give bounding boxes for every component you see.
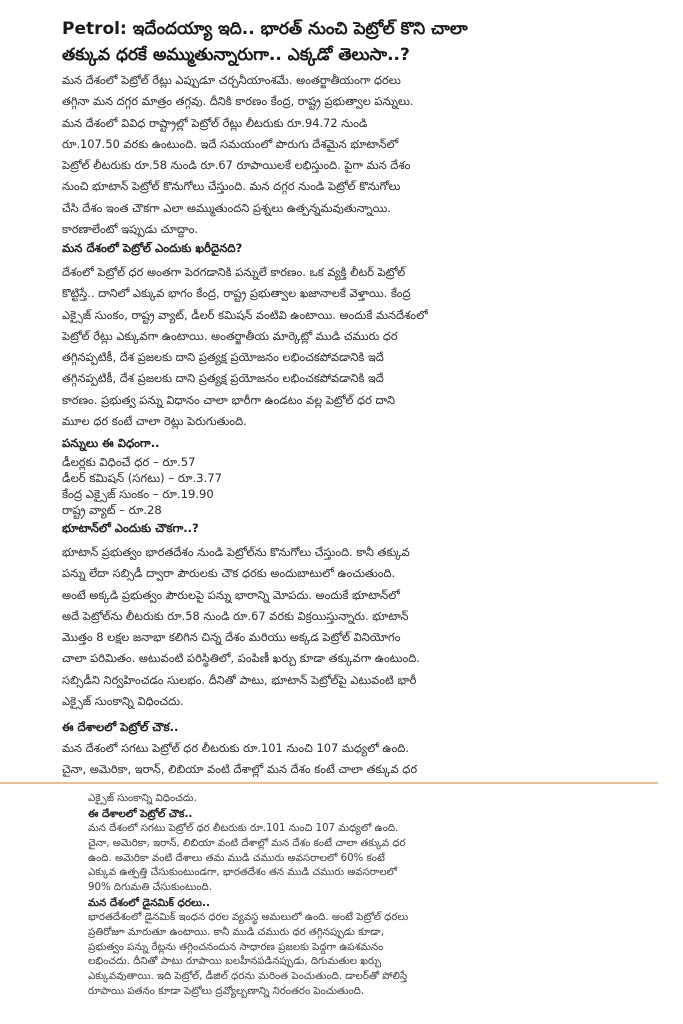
text-line: చైనా, అమెరికా, ఇరాన్, లిబియా వంటి దేశాల్లో మన దేశం కంటే చాలా తక్కువ ధర bbox=[62, 762, 418, 777]
text-line: మూల ధర కంటే చాలా రెట్లు పెరుగుతుంది. bbox=[62, 414, 247, 429]
text-line: తగ్గినా మన దగ్గర మాత్రం తగ్గవు. దీనికి కారణం కేంద్ర, రాష్ట్ర ప్రభుత్వాల పన్నులు. bbox=[62, 94, 414, 109]
text-line: ఎక్సైజ్ సుంకాన్ని విధించదు. bbox=[62, 694, 184, 709]
text-line: నుంచి భూటాన్ పెట్రోల్ కొనుగోలు చేస్తుంది. మన దగ్గర నుండి పెట్రోల్ కొనుగోలు bbox=[62, 179, 401, 194]
text-line: ఎక్సైజ్ సుంకం, రాష్ట్ర వ్యాట్, డీలర్ కమిషన్ వంటివి ఉంటాయి. అందుకే మనదేశంలో bbox=[62, 307, 428, 322]
paragraph-lower-start bbox=[88, 792, 658, 807]
text-line: ప్రభుత్వం పన్ను రేట్లను తగ్గించనందున సాధారణ ప్రజలకు పెద్దగా ఉపశమనం bbox=[88, 941, 384, 953]
text-line: 90% దిగుమతి చేసుకుంటుంది. bbox=[88, 882, 212, 894]
text-line: భూటాన్ ప్రభుత్వం భారతదేశం నుండి పెట్రోల్‌ను కొనుగోలు చేస్తుంది. కానీ తక్కువ bbox=[62, 545, 410, 559]
text-line: రూపాయి పతనం కూడా పెట్రోలు ద్రవ్యోల్బణాన్ని నిరంతరం పెంచుతుంది. bbox=[88, 985, 365, 997]
paragraph-intro bbox=[62, 70, 662, 240]
text-line: మొత్తం 8 లక్షల జనాభా కలిగిన చిన్న దేశం మరియు అక్కడ పెట్రోల్ వినియోగం bbox=[62, 630, 401, 645]
subheading-taxes: పన్నులు ఈ విధంగా.. bbox=[62, 436, 160, 450]
subheading-dynamic-pricing: మన దేశంలో డైనమిక్ ధరలు.. bbox=[88, 897, 210, 909]
text-line: ఉంది. అమెరికా వంటి దేశాలు తమ ముడి చమురు అవసరాలలో 60% కంటే bbox=[88, 852, 385, 864]
text-line: ప్రతిరోజూ మారుతూ ఉంటాయి. కానీ ముడి చమురు ధర తగ్గినప్పుడు కూడా, bbox=[88, 926, 384, 938]
text-line: అదే పెట్రోల్‌ను లీటరుకు రూ.58 నుండి రూ.67 వరకు విక్రయిస్తున్నారు. భూటాన్ bbox=[62, 608, 409, 623]
paragraph-cheap-countries-lower bbox=[88, 822, 658, 896]
text-line: తగ్గినప్పటికీ, దేశ ప్రజలకు దాని ప్రత్యక్ష ప్రయోజనం లభించకపోవడానికి ఇదే bbox=[62, 371, 384, 386]
tax-item: డీలర్ కమిషన్ (సగటు) – రూ.3.77 bbox=[62, 471, 222, 485]
text-line: మన దేశంలో సగటు పెట్రోల్ ధర లీటరుకు రూ.101 నుంచి 107 మధ్యలో ఉంది. bbox=[88, 823, 399, 834]
text-line: ఎక్కువ ఉత్పత్తి చేసుకుంటుండగా, భారతదేశం తన ముడి చమురు అవసరాలలో bbox=[88, 867, 398, 879]
text-line: భారతదేశంలో డైనమిక్ ఇంధన ధరల వ్యవస్థ అమలులో ఉంది. అంటే పెట్రోల్ ధరలు bbox=[88, 912, 409, 923]
text-line: చేసి దేశం ఇంత చౌకగా ఎలా అమ్ముతుందని ప్రశ్నలు ఉత్పన్నమవుతున్నాయి. bbox=[62, 200, 391, 215]
headline-line: తక్కువ ధరకే అమ్ముతున్నారుగా.. ఎక్కడో తెలుసా..? bbox=[62, 45, 410, 65]
text-line: తగ్గినప్పటికీ, దేశ ప్రజలకు దాని ప్రత్యక్ష ప్రయోజనం లభించకపోవడానికి ఇదే bbox=[62, 350, 384, 365]
text-line: చాలా పరిమితం. అటువంటి పరిస్థితిలో, పంపిణీ ఖర్చు కూడా తక్కువగా ఉంటుంది. bbox=[62, 651, 420, 666]
text-line: ఎక్సైజ్ సుంకాన్ని విధించదు. bbox=[88, 793, 197, 804]
paragraph-dynamic-pricing bbox=[88, 911, 658, 1000]
tax-item: రాష్ట్ర వ్యాట్ – రూ.28 bbox=[62, 503, 162, 517]
text-line: రూ.107.50 వరకు ఉంటుంది. ఇదే సమయంలో పొరుగు దేశమైన భూటాన్‌లో bbox=[62, 136, 399, 151]
tax-list bbox=[62, 454, 222, 518]
subheading-cheap-countries-lower: ఈ దేశాలలో పెట్రోల్ చౌక.. bbox=[88, 808, 193, 820]
text-line: కారణాలేంటో ఇప్పుడు చూద్దాం. bbox=[62, 222, 199, 237]
text-line: లభించదు. దీనితో పాటు రూపాయి బలహీనపడినప్పుడు, దిగుమతుల ఖర్చు bbox=[88, 956, 382, 968]
text-line: మన దేశంలో సగటు పెట్రోల్ ధర లీటరుకు రూ.101 నుంచి 107 మధ్యలో ఉంది. bbox=[62, 741, 409, 755]
tax-item: కేంద్ర ఎక్సైజ్ సుంకం – రూ.19.90 bbox=[62, 487, 214, 501]
text-line: ఎక్కువవుతాయి. ఇది పెట్రోల్, డీజిల్ ధరను మరింత పెంచుతుంది. డాలర్‌తో పోలిస్తే bbox=[88, 971, 408, 983]
paragraph-taxes bbox=[62, 262, 662, 432]
text-line: కొట్టిస్తే.. దానిలో ఎక్కువ భాగం కేంద్ర, రాష్ట్ర ప్రభుత్వాల ఖజానాలకే వెళ్తాయి. కేంద్ర bbox=[62, 286, 411, 301]
text-line: మన దేశంలో వివిధ రాష్ట్రాల్లో పెట్రోల్ రేట్లు లీటరుకు రూ.94.72 నుండి bbox=[62, 115, 368, 130]
text-line: పెట్రోల్ లీటరుకు రూ.58 నుండి రూ.67 రూపాయిలకే లభిస్తుంది. పైగా మన దేశం bbox=[62, 158, 411, 173]
paragraph-bhutan bbox=[62, 542, 662, 712]
text-line: చైనా, అమెరికా, ఇరాన్, లిబియా వంటి దేశాల్లో మన దేశం కంటే చాలా తక్కువ ధర bbox=[88, 837, 406, 849]
article-lower-page bbox=[0, 784, 683, 1024]
tax-item: డీలర్లకు విధించే ధర – రూ.57 bbox=[62, 455, 196, 469]
paragraph-cheap-countries bbox=[62, 738, 662, 781]
text-line: పెట్రోల్ రేట్లు ఎక్కువగా ఉంటాయి. అంతర్జాతీయ మార్కెట్లో ముడి చమురు ధర bbox=[62, 328, 398, 343]
headline-line: Petrol: ఇదేందయ్యా ఇది.. భారత్ నుంచి పెట్రోల్ కొని చాలా bbox=[62, 19, 468, 39]
text-line: అంటే అక్కడి ప్రభుత్వం పౌరులపై పన్ను భారాన్ని మోపదు. అందుకే భూటాన్‌లో bbox=[62, 587, 400, 602]
text-line: మన దేశంలో పెట్రోల్ రేట్లు ఎప్పుడూ చర్చనీయాంశమే. అంతర్జాతీయంగా ధరలు bbox=[62, 73, 401, 87]
text-line: కారణం. ప్రభుత్వ పన్ను విధానం చాలా భారీగా ఉండటం వల్ల పెట్రోల్ ధర దాని bbox=[62, 392, 395, 407]
text-line: దేశంలో పెట్రోల్ ధర అంతగా పెరగడానికి పన్నులే కారణం. ఒక వ్యక్తి లీటర్ పెట్రోల్ bbox=[62, 265, 406, 279]
text-line: సబ్సిడీని నిర్వహించడం సులభం. దీనితో పాటు, భూటాన్ పెట్రోల్‌పై ఎటువంటి భారీ bbox=[62, 672, 417, 687]
text-line: పన్ను లేదా సబ్సిడీ ద్వారా పౌరులకు చౌక ధరకు అందుబాటులో ఉంచుతుంది. bbox=[62, 566, 396, 581]
subheading-cheap-countries: ఈ దేశాలలో పెట్రోల్ చౌక.. bbox=[62, 720, 179, 734]
subheading-why-expensive: మన దేశంలో పెట్రోల్ ఎందుకు ఖరీదైనది? bbox=[62, 241, 243, 255]
headline bbox=[62, 16, 662, 68]
subheading-bhutan: భూటాన్‌లో ఎందుకు చౌకగా..? bbox=[62, 521, 199, 535]
